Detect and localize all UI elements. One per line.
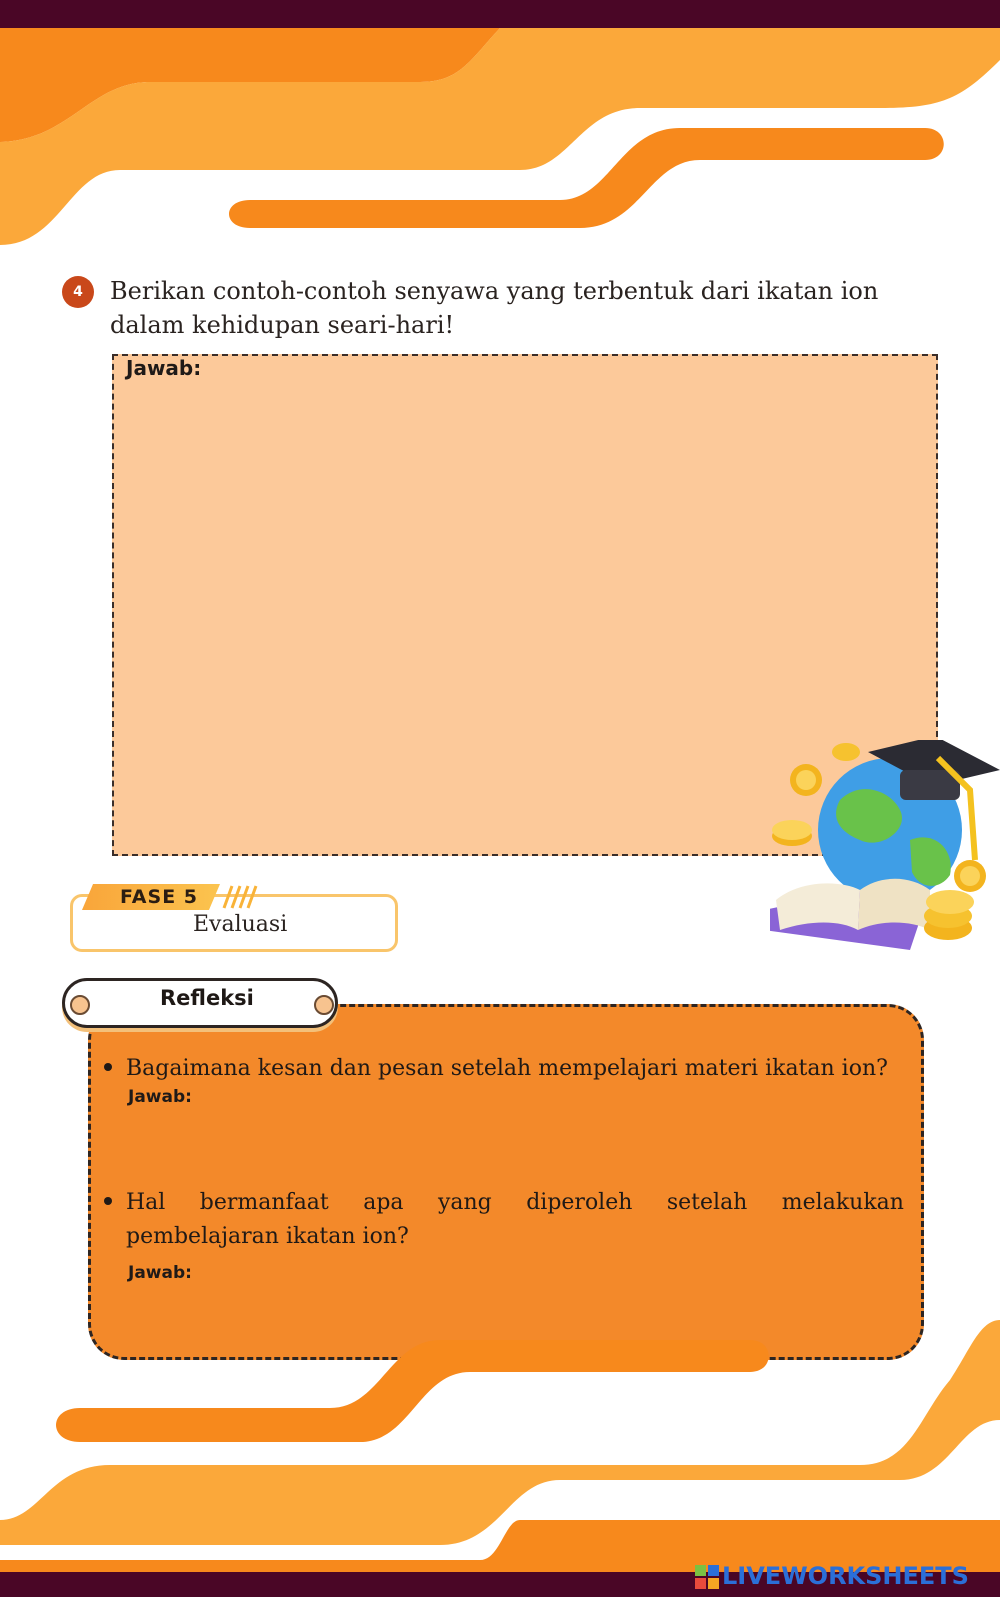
reflection-pill-dot-left <box>70 995 90 1015</box>
question-text: Berikan contoh-contoh senyawa yang terbentuk dari ikatan ion dalam kehidupan seari-hari! <box>110 277 879 339</box>
phase-stripes-decoration <box>218 884 258 910</box>
reflection-question-2-line2: pembelajaran ikatan ion? <box>126 1224 409 1249</box>
q2-word: setelah <box>666 1190 748 1215</box>
bullet-dot <box>104 1197 112 1205</box>
q2-word: Hal <box>126 1190 166 1215</box>
reflection-answer-label-1: Jawab: <box>128 1087 192 1107</box>
reflection-question-1-text: Bagaimana kesan dan pesan setelah mempelajari materi ikatan ion? <box>126 1056 888 1081</box>
reflection-answer-label-2: Jawab: <box>128 1263 192 1283</box>
reflection-title: Refleksi <box>160 986 254 1010</box>
phase-subtitle: Evaluasi <box>193 912 288 937</box>
phase-tab-label: FASE 5 <box>120 886 199 908</box>
q2-word: apa <box>363 1190 404 1215</box>
q2-word: yang <box>437 1190 492 1215</box>
question-number-badge: 4 <box>62 276 94 308</box>
liveworksheets-logo-icon <box>695 1565 719 1589</box>
reflection-pill-dot-right <box>314 995 334 1015</box>
footer-decoration <box>0 1320 1000 1597</box>
reflection-question-2 <box>104 1186 904 1254</box>
reflection-question-1 <box>104 1052 904 1086</box>
answer-label: Jawab: <box>126 356 202 380</box>
header-decoration <box>0 0 1000 260</box>
watermark-text: LIVEWORKSHEETS <box>722 1562 969 1590</box>
q2-word: bermanfaat <box>199 1190 329 1215</box>
bullet-dot <box>104 1063 112 1071</box>
globe-book-coins-illustration <box>770 740 1000 970</box>
q2-word: diperoleh <box>526 1190 633 1215</box>
q2-word: melakukan <box>781 1190 904 1215</box>
